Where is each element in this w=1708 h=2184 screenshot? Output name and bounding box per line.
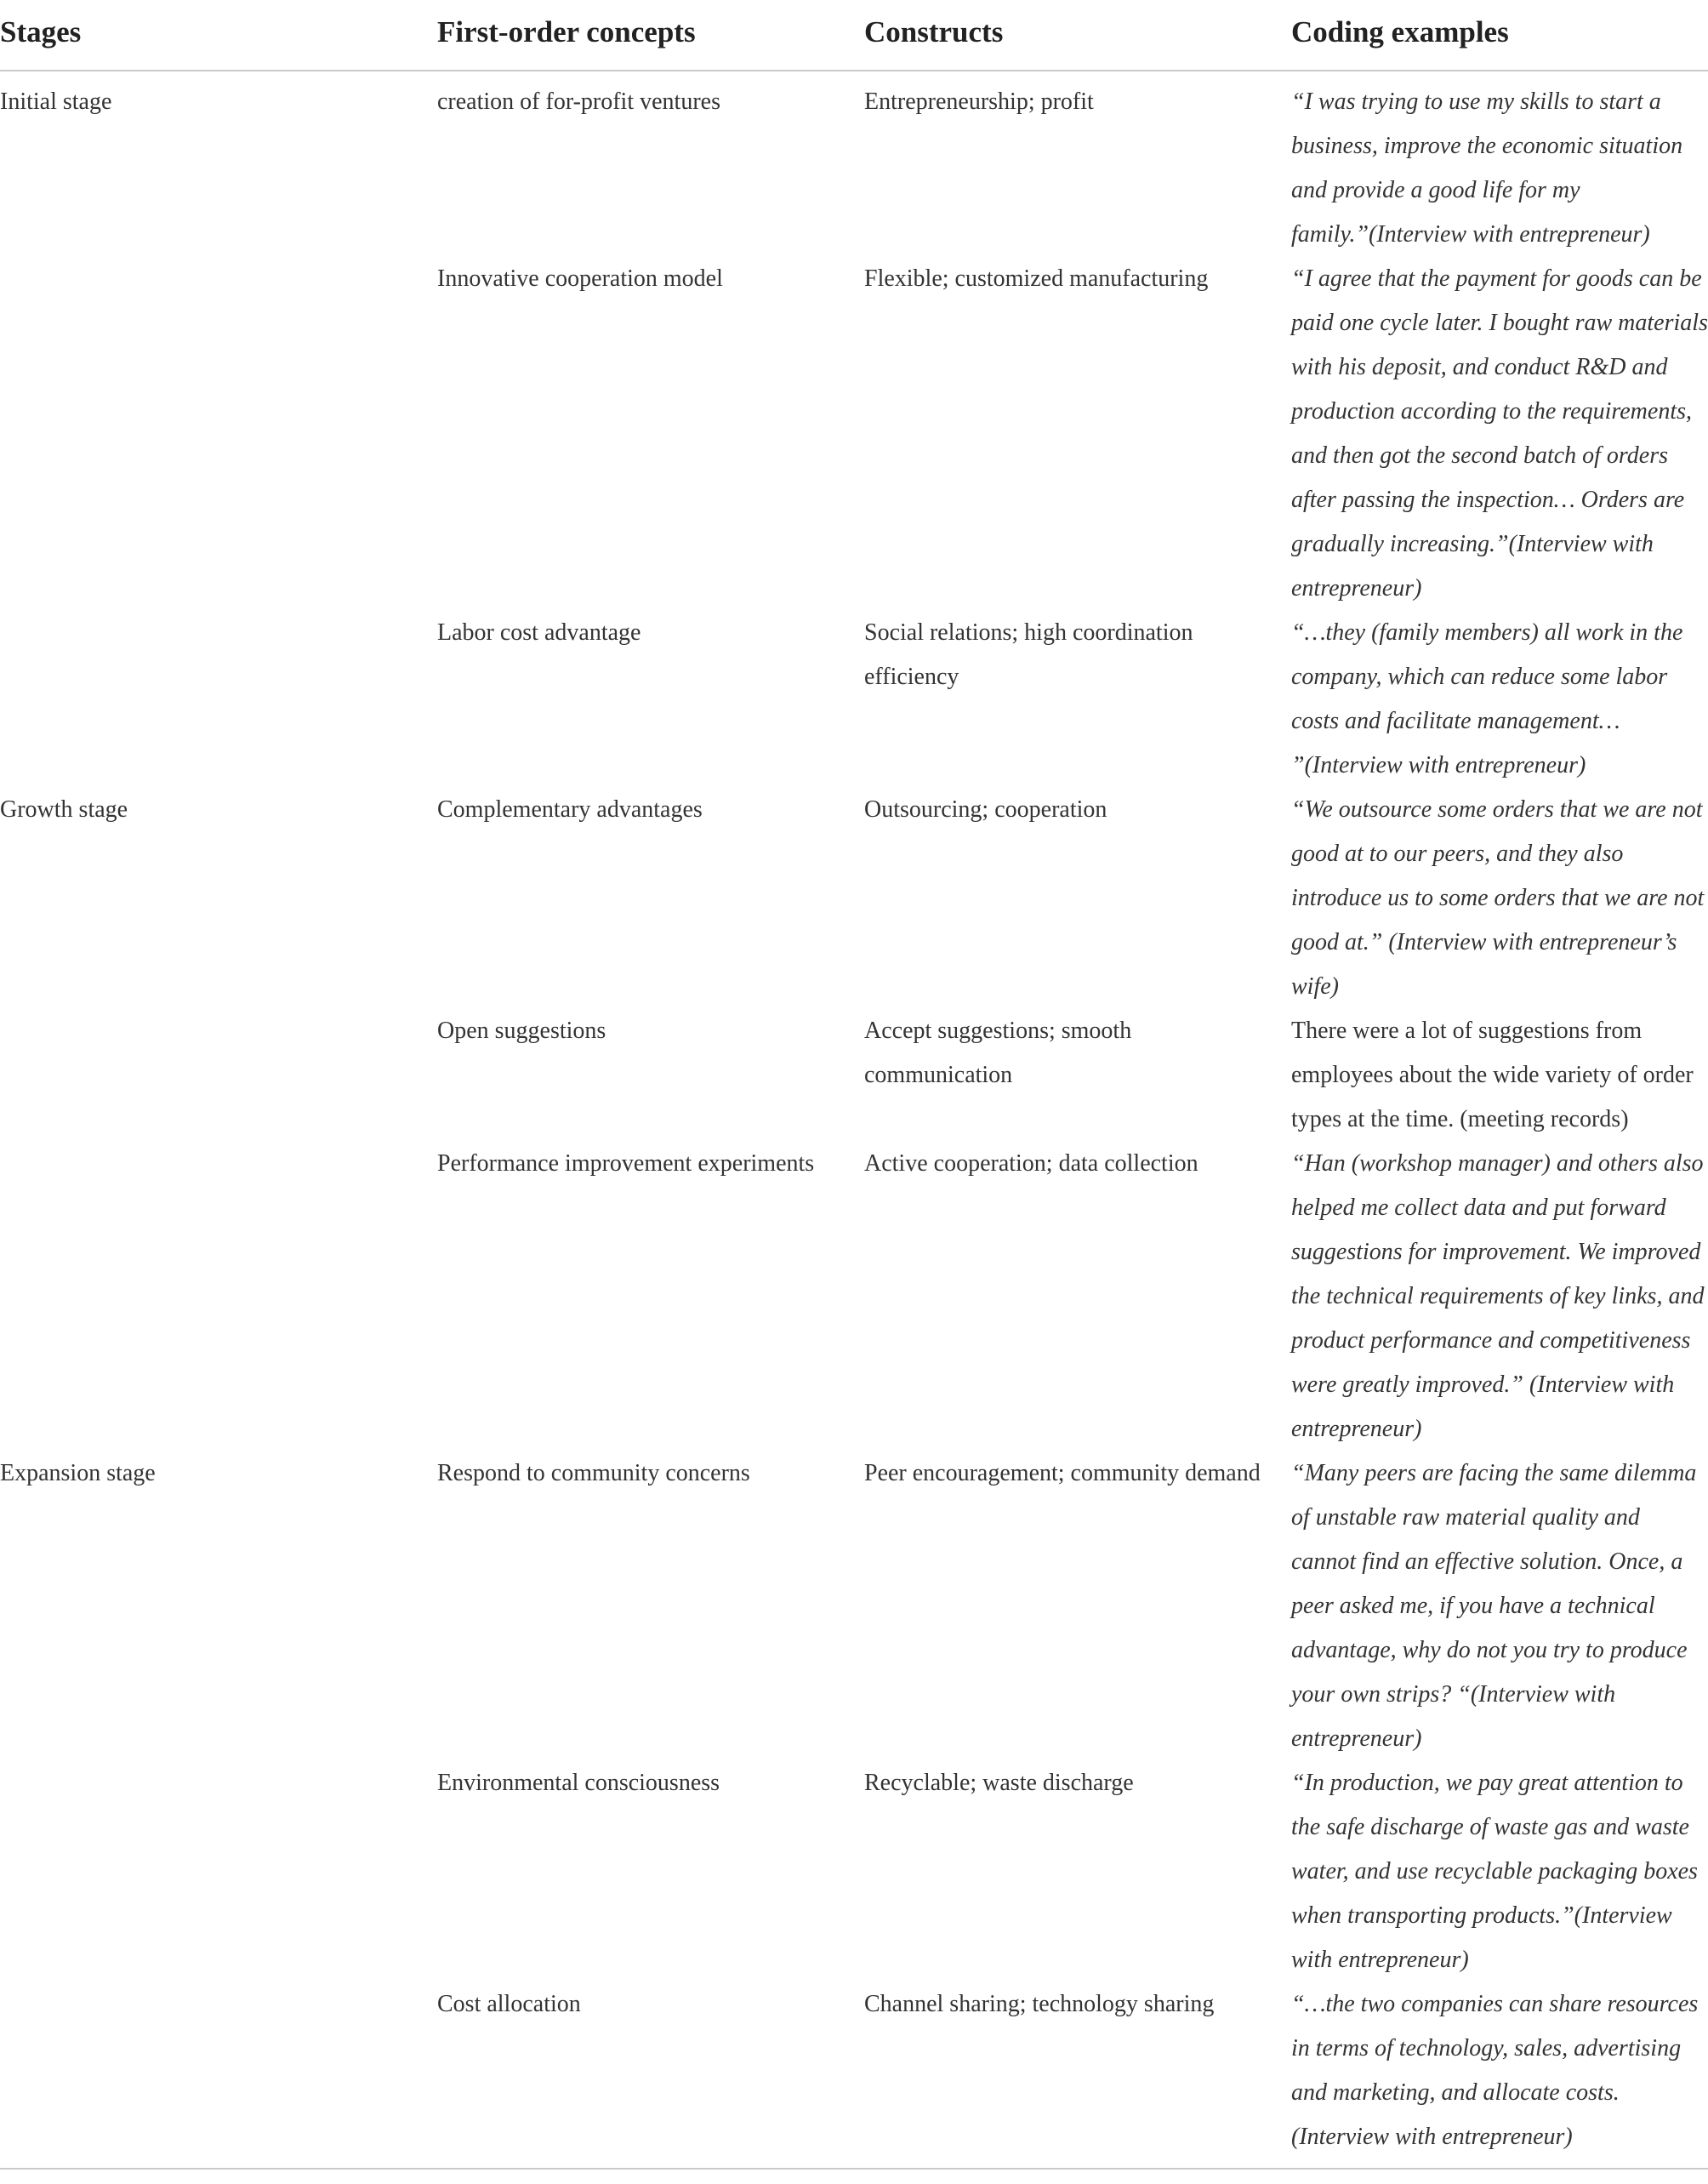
construct-cell: Peer encouragement; community demand: [864, 1460, 1261, 1486]
concept-cell: Cost allocation: [437, 1991, 581, 2017]
concept-cell: Respond to community concerns: [437, 1460, 750, 1486]
stage-cell: Growth stage: [0, 796, 128, 823]
stage-cell: Initial stage: [0, 88, 112, 115]
table-header: [0, 0, 1708, 71]
construct-cell: Outsourcing; cooperation: [864, 796, 1107, 823]
header-constructs: Constructs: [864, 15, 1004, 48]
example-cell: “…they (family members) all work in the company, which can reduce some labor costs and facilitate management… ”(Interview with entrepreneur): [1291, 619, 1683, 778]
header-coding-examples: Coding examples: [1291, 15, 1509, 48]
concept-cell: Open suggestions: [437, 1018, 606, 1044]
concept-cell: Performance improvement experiments: [437, 1150, 815, 1177]
example-cell: “Many peers are facing the same dilemma of unstable raw material quality and cannot find an effective solution. Once, a peer asked me, if you have a technical advantage, why do not you try to produce your own strips? “(Interview with entrepreneur): [1291, 1460, 1697, 1752]
example-cell: “I agree that the payment for goods can be paid one cycle later. I bought raw materials with his deposit, and conduct R&D and production according to the requirements, and then got the second batch of orders after passing the inspection… Orders are gradually increasing.”(Interview with entrepreneur): [1291, 265, 1708, 602]
concept-cell: Environmental consciousness: [437, 1770, 720, 1796]
construct-cell: Flexible; customized manufacturing: [864, 265, 1209, 292]
example-cell: “In production, we pay great attention to the safe discharge of waste gas and waste water, and use recyclable packaging boxes when transporting products.”(Interview with entrepreneur): [1291, 1770, 1698, 1973]
concept-cell: Innovative cooperation model: [437, 265, 723, 292]
concept-cell: Labor cost advantage: [437, 619, 641, 646]
example-cell: There were a lot of suggestions from employees about the wide variety of order types at the time. (meeting records): [1291, 1018, 1694, 1132]
header-first-order-concepts: First-order concepts: [437, 15, 696, 48]
construct-cell: Active cooperation; data collection: [864, 1150, 1198, 1177]
construct-cell: Accept suggestions; smooth communication: [864, 1018, 1132, 1088]
concept-cell: Complementary advantages: [437, 796, 703, 823]
example-cell: “…the two companies can share resources in terms of technology, sales, advertising and marketing, and allocate costs. (Interview with entrepreneur): [1291, 1991, 1699, 2150]
construct-cell: Entrepreneurship; profit: [864, 88, 1094, 115]
construct-cell: Recyclable; waste discharge: [864, 1770, 1134, 1796]
example-cell: “I was trying to use my skills to start a business, improve the economic situation and provide a good life for my family.”(Interview with entrepreneur): [1291, 88, 1683, 248]
construct-cell: Social relations; high coordination efficiency: [864, 619, 1193, 690]
construct-cell: Channel sharing; technology sharing: [864, 1991, 1215, 2017]
table-bottom-rule: [0, 2168, 1708, 2170]
stage-cell: Expansion stage: [0, 1460, 156, 1486]
concept-cell: creation of for-profit ventures: [437, 88, 720, 115]
example-cell: “We outsource some orders that we are not good at to our peers, and they also introduce us to some orders that we are not good at.” (Interview with entrepreneur’s wife): [1291, 796, 1705, 1000]
example-cell: “Han (workshop manager) and others also helped me collect data and put forward suggestions for improvement. We improved the technical requirements of key links, and product performance and competitiveness were greatly improved.” (Interview with entrepreneur): [1291, 1150, 1705, 1442]
header-stages: Stages: [0, 15, 82, 48]
